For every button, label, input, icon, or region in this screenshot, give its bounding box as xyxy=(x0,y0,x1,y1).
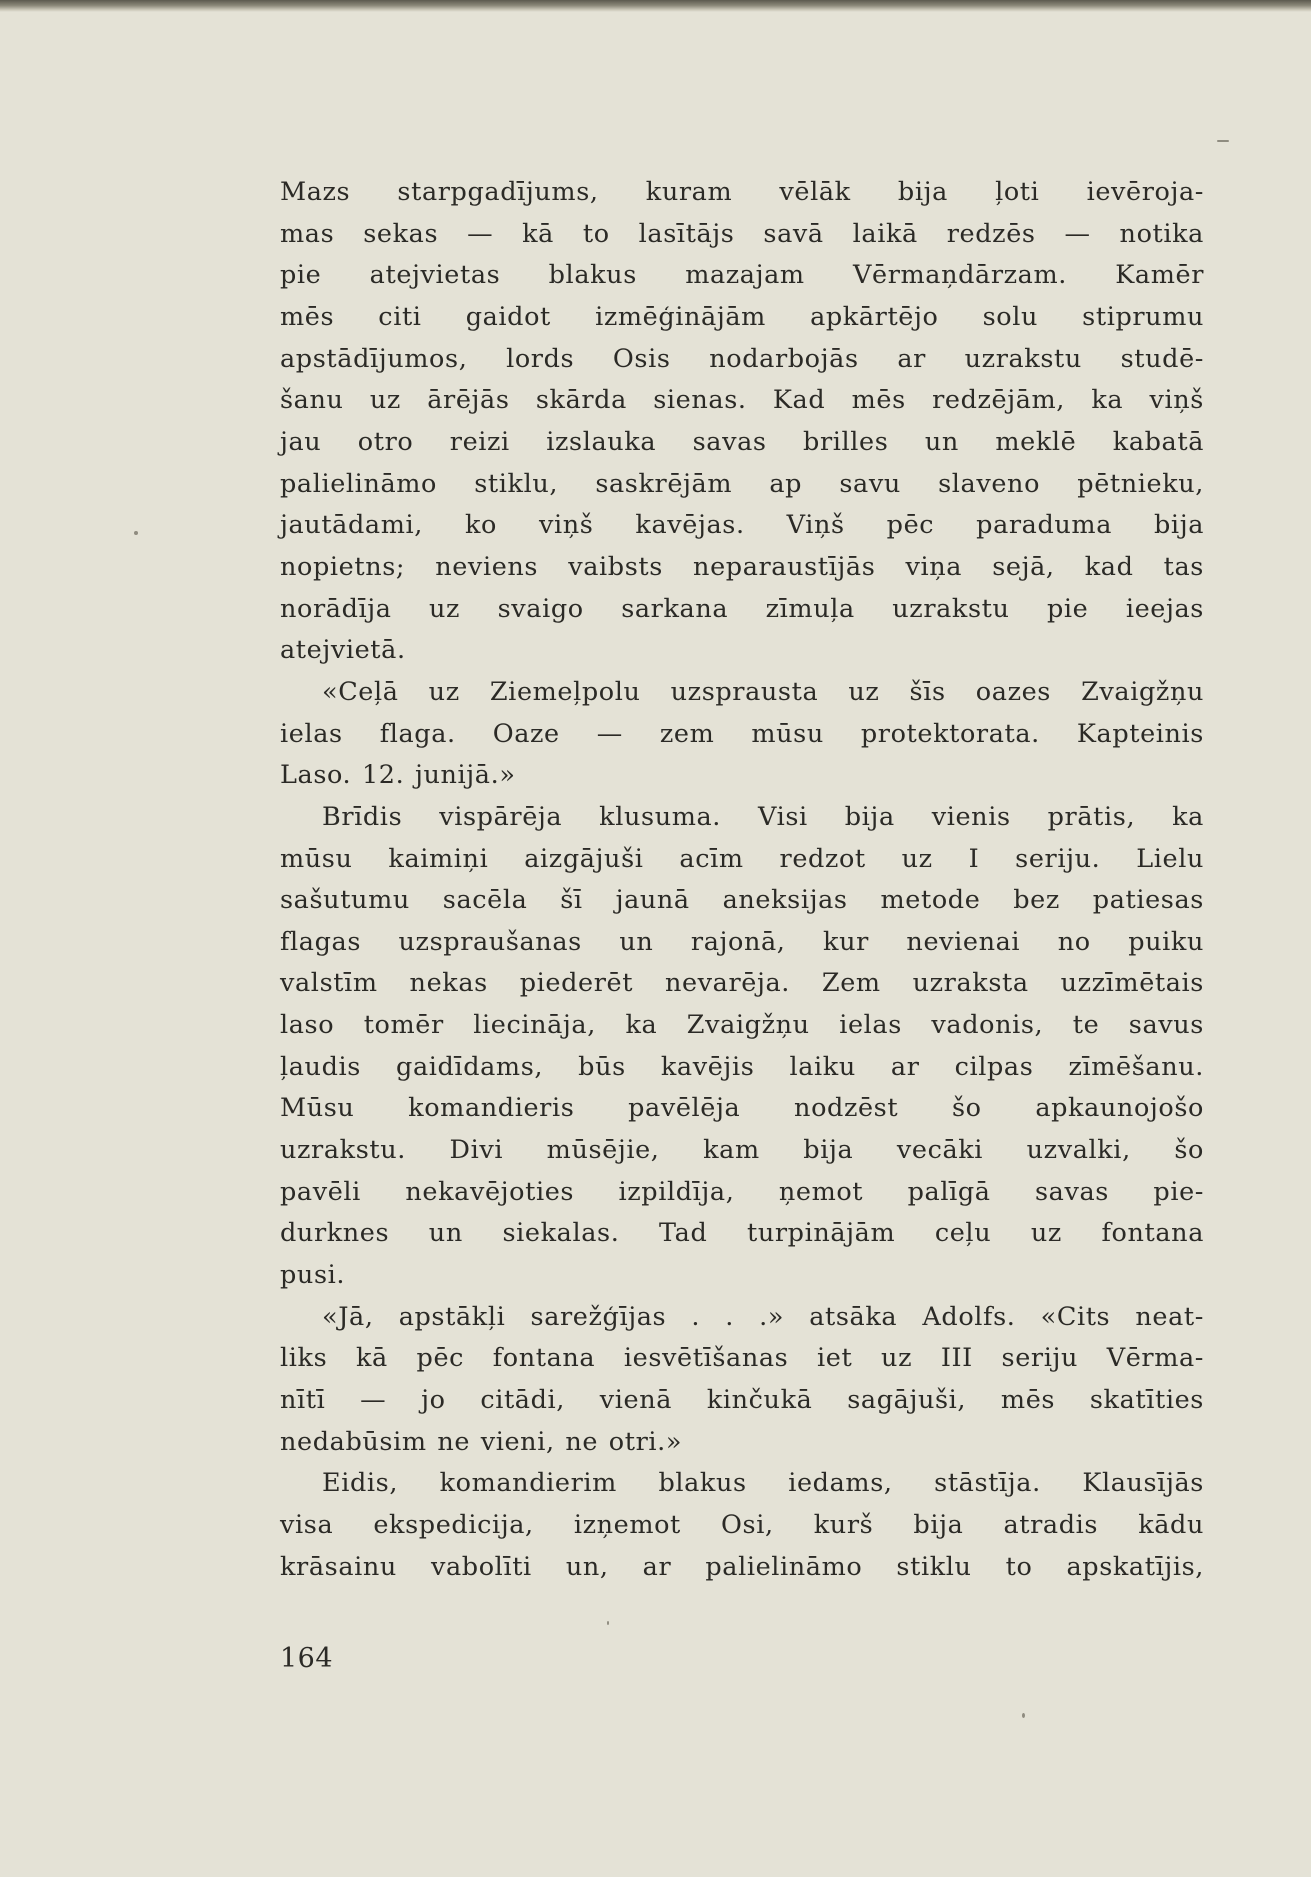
text-line: pusi. xyxy=(280,1260,346,1291)
text-line: palielināmo stiklu, saskrējām ap savu slaveno pētnieku, xyxy=(280,468,1204,499)
text-line: apstādījumos, lords Osis nodarbojās ar uzrakstu studē- xyxy=(280,343,1204,374)
page-top-edge xyxy=(0,0,1311,12)
text-line: pavēli nekavējoties izpildīja, ņemot palīgā savas pie- xyxy=(280,1176,1204,1207)
body-text xyxy=(280,172,1204,1588)
paragraph-2 xyxy=(280,672,1204,797)
text-line: «Ceļā uz Ziemeļpolu uzsprausta uz šīs oazes Zvaigžņu xyxy=(322,676,1204,707)
text-line: Mazs starpgadījums, kuram vēlāk bija ļoti ievēroja- xyxy=(280,177,1204,207)
text-line: Laso. 12. junijā.» xyxy=(280,760,516,791)
paragraph-3 xyxy=(280,797,1204,1297)
text-line: pie atejvietas blakus mazajam Vērmaņdārzam. Kamēr xyxy=(280,260,1204,291)
text-line: krāsainu vabolīti un, ar palielināmo stiklu to apskatījis, xyxy=(280,1551,1204,1582)
text-line: mas sekas — kā to lasītājs savā laikā redzēs — notika xyxy=(280,218,1204,249)
paper-speck xyxy=(1217,140,1229,142)
text-line: durknes un siekalas. Tad turpinājām ceļu uz fontana xyxy=(280,1218,1204,1249)
text-line: Mūsu komandieris pavēlēja nodzēst šo apkaunojošo xyxy=(280,1093,1204,1124)
text-line: nedabūsim ne vieni, ne otri.» xyxy=(280,1426,683,1457)
paragraph-1 xyxy=(280,172,1204,672)
page-number: 164 xyxy=(280,1643,334,1674)
text-line: sašutumu sacēla šī jaunā aneksijas metode bez patiesas xyxy=(280,885,1204,916)
text-line: Brīdis vispārēja klusuma. Visi bija vienis prātis, ka xyxy=(322,801,1204,832)
text-line: «Jā, apstākļi sarežģījas . . .» atsāka Adolfs. «Cits neat- xyxy=(322,1301,1204,1332)
paragraph-5 xyxy=(280,1463,1204,1588)
text-line: ielas flaga. Oaze — zem mūsu protektorata. Kapteinis xyxy=(280,718,1204,749)
text-line: uzrakstu. Divi mūsējie, kam bija vecāki uzvalki, šo xyxy=(280,1135,1204,1166)
text-line: norādīja uz svaigo sarkana zīmuļa uzrakstu pie ieejas xyxy=(280,593,1204,624)
text-line: atejvietā. xyxy=(280,635,406,666)
text-line: nopietns; neviens vaibsts neparaustījās viņa sejā, kad tas xyxy=(280,551,1204,582)
text-line: valstīm nekas piederēt nevarēja. Zem uzraksta uzzīmētais xyxy=(280,968,1204,999)
text-line: jautādami, ko viņš kavējas. Viņš pēc paraduma bija xyxy=(280,510,1204,541)
text-line: flagas uzspraušanas un rajonā, kur nevienai no puiku xyxy=(280,926,1204,957)
text-line: ļaudis gaidīdams, būs kavējis laiku ar cilpas zīmēšanu. xyxy=(280,1051,1204,1082)
text-line: visa ekspedicija, izņemot Osi, kurš bija atradis kādu xyxy=(280,1510,1204,1540)
text-line: jau otro reizi izslauka savas brilles un meklē kabatā xyxy=(280,426,1204,457)
text-line: šanu uz ārējās skārda sienas. Kad mēs redzējām, ka viņš xyxy=(280,385,1204,416)
paragraph-4 xyxy=(280,1297,1204,1464)
text-line: liks kā pēc fontana iesvētīšanas iet uz III seriju Vērma- xyxy=(280,1343,1204,1374)
text-line: Eidis, komandierim blakus iedams, stāstīja. Klausījās xyxy=(322,1468,1204,1499)
text-line: nītī — jo citādi, vienā kinčukā sagājuši, mēs skatīties xyxy=(280,1385,1204,1416)
paper-speck xyxy=(1022,1713,1025,1718)
text-line: mūsu kaimiņi aizgājuši acīm redzot uz I seriju. Lielu xyxy=(280,843,1204,874)
paper-speck xyxy=(134,531,138,535)
paper-speck xyxy=(607,1621,609,1625)
text-line: laso tomēr liecināja, ka Zvaigžņu ielas vadonis, te savus xyxy=(280,1010,1204,1041)
text-line: mēs citi gaidot izmēģinājām apkārtējo solu stiprumu xyxy=(280,301,1204,332)
